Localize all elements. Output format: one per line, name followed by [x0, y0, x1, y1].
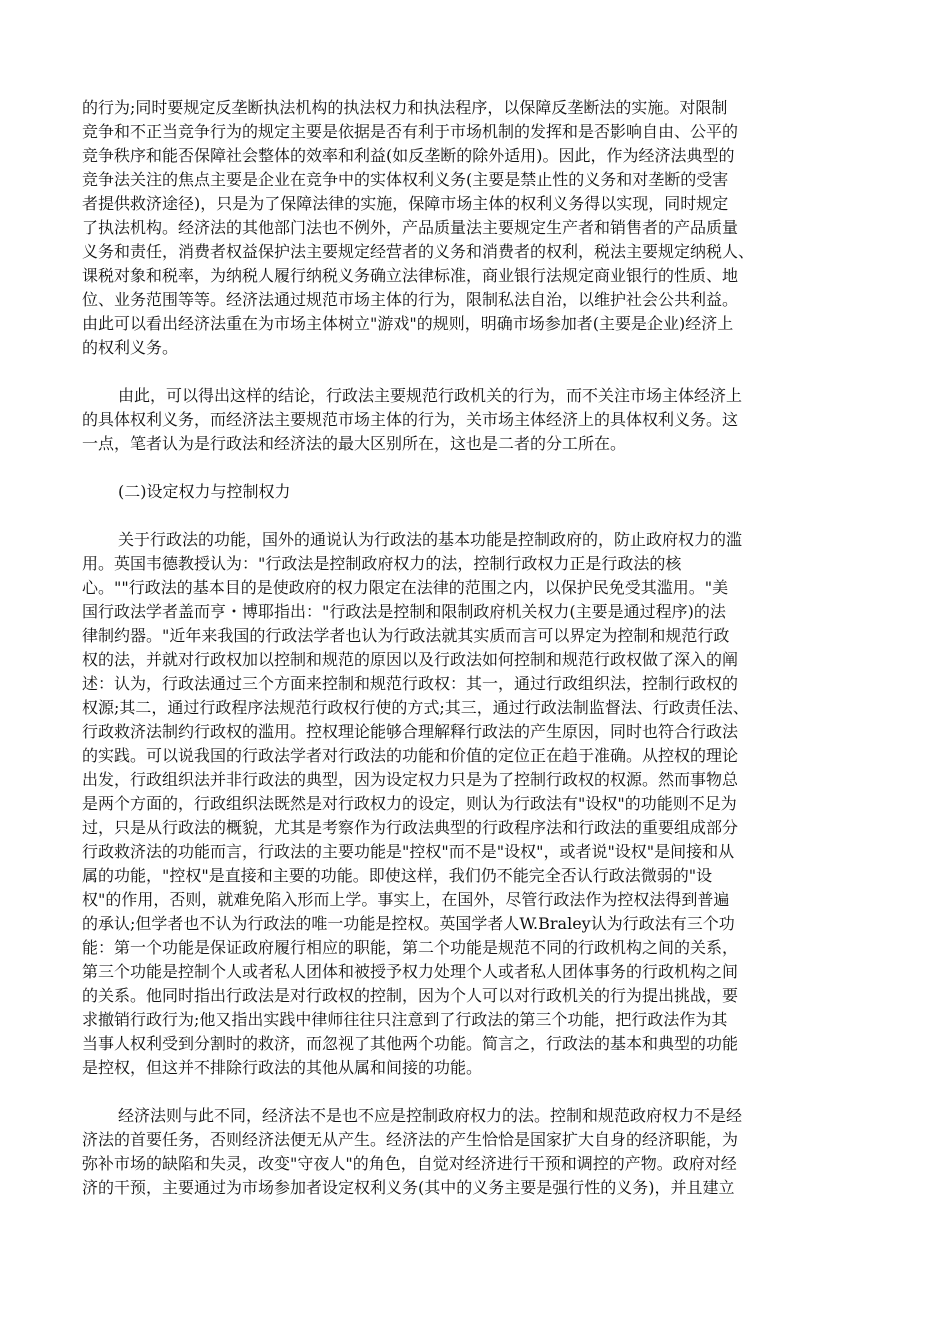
text-line: 的行为;同时要规定反垄断执法机构的执法权力和执法程序，以保障反垄断法的实施。对限制	[82, 98, 728, 117]
text-line: 述：认为，行政法通过三个方面来控制和规范行政权：其一，通过行政组织法，控制行政权的	[82, 674, 739, 693]
text-line: 由此，可以得出这样的结论，行政法主要规范行政机关的行为，而不关注市场主体经济上	[118, 386, 743, 405]
text-line: 位、业务范围等等。经济法通过规范市场主体的行为，限制私法自治，以维护社会公共利益。	[82, 290, 739, 309]
text-line: 的具体权利义务，而经济法主要规范市场主体的行为，关市场主体经济上的具体权利义务。这	[82, 410, 739, 429]
text-line: 权"的作用，否则，就难免陷入形而上学。事实上，在国外，尽管行政法作为控权法得到普遍	[82, 890, 730, 909]
paragraph-4	[82, 1104, 872, 1200]
text-line: 国行政法学者盖而亨・博耶指出："行政法是控制和限制政府机关权力(主要是通过程序)的法	[82, 602, 726, 621]
text-line: 的关系。他同时指出行政法是对行政权的控制，因为个人可以对行政机关的行为提出挑战，要	[82, 986, 739, 1005]
text-line: 当事人权利受到分割时的救济，而忽视了其他两个功能。简言之，行政法的基本和典型的功能	[82, 1034, 739, 1053]
text-line: 弥补市场的缺陷和失灵，改变"守夜人"的角色，自觉对经济进行干预和调控的产物。政府对经	[82, 1154, 737, 1173]
text-line: 关于行政法的功能，国外的通说认为行政法的基本功能是控制政府的，防止政府权力的滥	[118, 530, 743, 549]
text-line: 的实践。可以说我国的行政法学者对行政法的功能和价值的定位正在趋于准确。从控权的理论	[82, 746, 739, 765]
text-line: 经济法则与此不同，经济法不是也不应是控制政府权力的法。控制和规范政府权力不是经	[118, 1106, 743, 1125]
text-line: 行政救济法制约行政权的滥用。控权理论能够合理解释行政法的产生原因，同时也符合行政法	[82, 722, 739, 741]
text-line: 济的干预，主要通过为市场参加者设定权利义务(其中的义务主要是强行性的义务)，并且建立	[82, 1178, 735, 1197]
text-line: 过，只是从行政法的概貌，尤其是考察作为行政法典型的行政程序法和行政法的重要组成部分	[82, 818, 739, 837]
text-line: 的权利义务。	[82, 338, 179, 357]
text-line: 竞争秩序和能否保障社会整体的效率和利益(如反垄断的除外适用)。因此，作为经济法典型的	[82, 146, 735, 165]
text-line: 求撤销行政行为;他又指出实践中律师往往只注意到了行政法的第三个功能，把行政法作为其	[82, 1010, 728, 1029]
text-line: 律制约器。"近年来我国的行政法学者也认为行政法就其实质而言可以界定为控制和规范行政	[82, 626, 730, 645]
text-line: 属的功能，"控权"是直接和主要的功能。即使这样，我们仍不能完全否认行政法微弱的"设	[82, 866, 713, 885]
text-line: 竞争和不正当竞争行为的规定主要是依据是否有利于市场机制的发挥和是否影响自由、公平的	[82, 122, 739, 141]
paragraph-3	[82, 528, 872, 1080]
text-line: 一点，笔者认为是行政法和经济法的最大区别所在，这也是二者的分工所在。	[82, 434, 627, 453]
text-line: 出发，行政组织法并非行政法的典型，因为设定权力只是为了控制行政权的权源。然而事物总	[82, 770, 739, 789]
text-line: 用。英国韦德教授认为："行政法是控制政府权力的法，控制行政权力正是行政法的核	[82, 554, 682, 573]
text-line: 义务和责任，消费者权益保护法主要规定经营者的义务和消费者的权利，税法主要规定纳税人、	[82, 242, 755, 261]
text-line: 行政救济法的功能而言，行政法的主要功能是"控权"而不是"设权"，或者说"设权"是间接和从	[82, 842, 735, 861]
text-line: 的承认;但学者也不认为行政法的唯一功能是控权。英国学者人W.Braley认为行政法有三个功	[82, 914, 735, 933]
text-line: 由此可以看出经济法重在为市场主体树立"游戏"的规则，明确市场参加者(主要是企业)经济上	[82, 314, 734, 333]
text-line: 是两个方面的，行政组织法既然是对行政权力的设定，则认为行政法有"设权"的功能则不足为	[82, 794, 737, 813]
section-heading: (二)设定权力与控制权力	[118, 482, 291, 501]
text-line: 济法的首要任务，否则经济法便无从产生。经济法的产生恰恰是国家扩大自身的经济职能，为	[82, 1130, 739, 1149]
text-line: 了执法机构。经济法的其他部门法也不例外，产品质量法主要规定生产者和销售者的产品质量	[82, 218, 739, 237]
text-line: 竞争法关注的焦点主要是企业在竞争中的实体权利义务(主要是禁止性的义务和对垄断的受害	[82, 170, 729, 189]
text-line: 权的法，并就对行政权加以控制和规范的原因以及行政法如何控制和规范行政权做了深入的阐	[82, 650, 739, 669]
text-line: 课税对象和税率，为纳税人履行纳税义务确立法律标准，商业银行法规定商业银行的性质、地	[82, 266, 739, 285]
paragraph-2	[82, 384, 872, 456]
text-line: 能：第一个功能是保证政府履行相应的职能，第二个功能是规范不同的行政机构之间的关系，	[82, 938, 739, 957]
text-line: 权源;其二，通过行政程序法规范行政权行使的方式;其三，通过行政法制监督法、行政责任法、	[82, 698, 749, 717]
text-line: 心。""行政法的基本目的是使政府的权力限定在法律的范围之内，以保护民免受其滥用。"美	[82, 578, 729, 597]
paragraph-1	[82, 96, 872, 360]
text-line: 第三个功能是控制个人或者私人团体和被授予权力处理个人或者私人团体事务的行政机构之间	[82, 962, 739, 981]
text-line: 者提供救济途径)，只是为了保障法律的实施，保障市场主体的权利义务得以实现，同时规定	[82, 194, 729, 213]
document-page	[82, 96, 872, 1224]
text-line: 是控权，但这并不排除行政法的其他从属和间接的功能。	[82, 1058, 483, 1077]
